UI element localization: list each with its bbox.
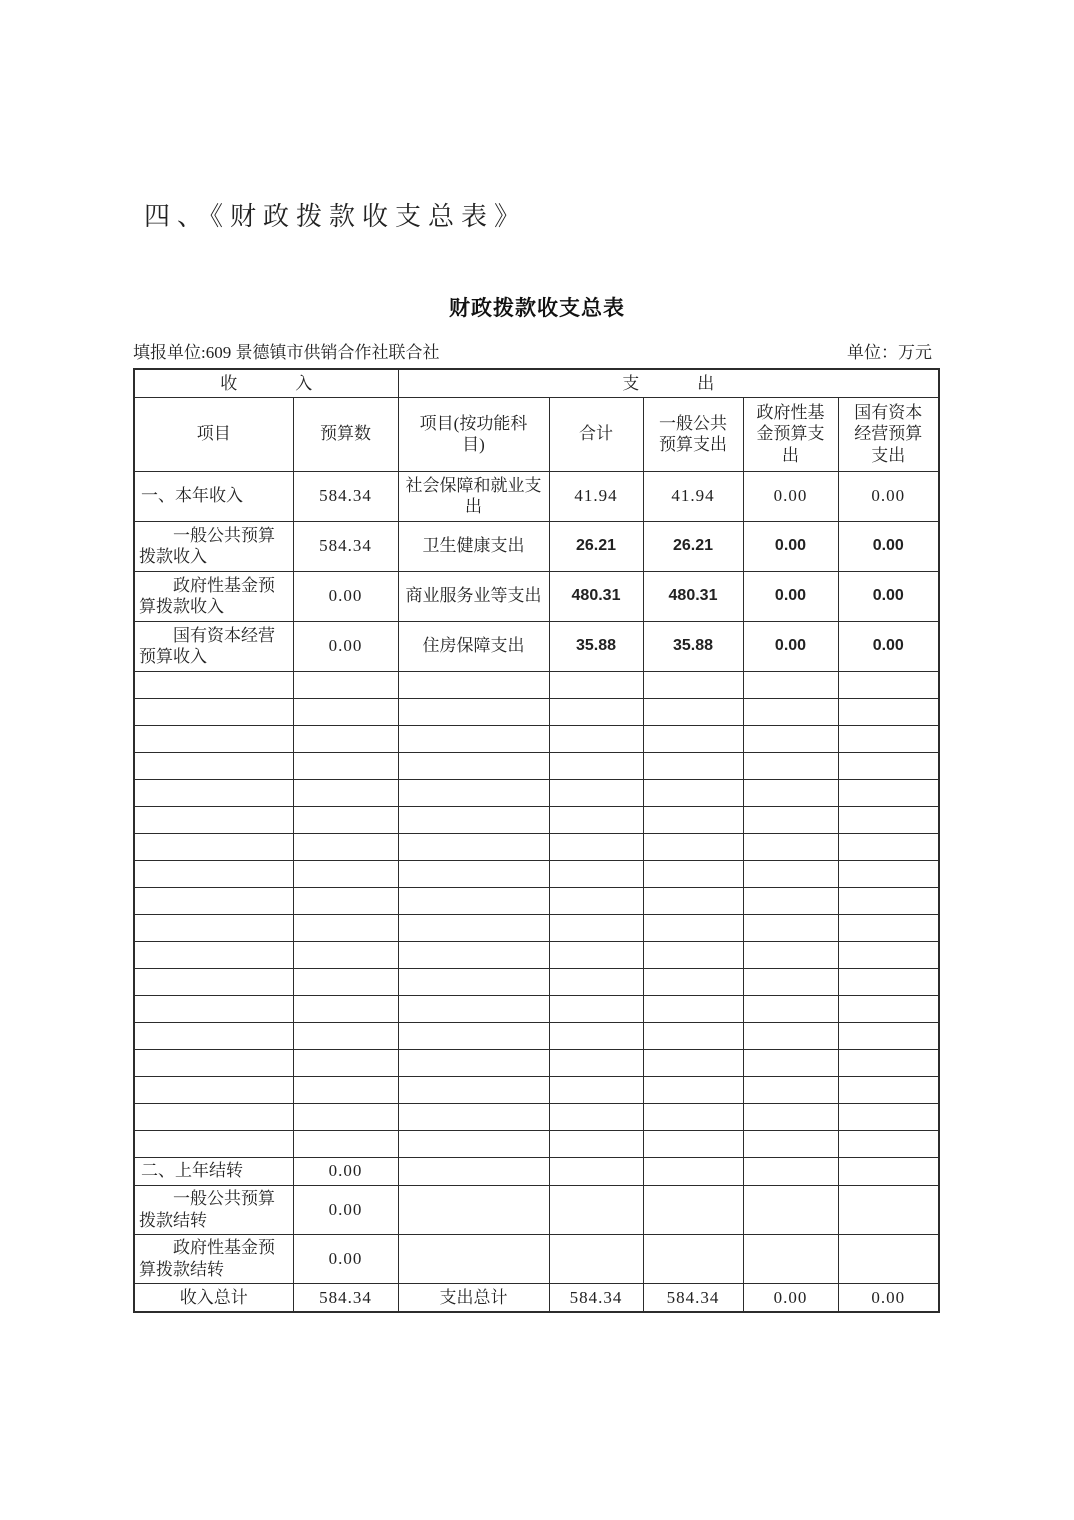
income-item-cell — [134, 995, 293, 1022]
table-row — [134, 806, 939, 833]
table-row — [134, 671, 939, 698]
state-capital-budget-cell: 0.00 — [838, 471, 939, 521]
general-public-budget-cell — [643, 779, 743, 806]
income-item-cell — [134, 1049, 293, 1076]
income-budget-cell — [293, 1049, 398, 1076]
table-title: 财政拨款收支总表 — [449, 296, 625, 320]
income-budget-cell — [293, 914, 398, 941]
group-header-row — [134, 369, 939, 397]
state-capital-budget-cell — [838, 1157, 939, 1185]
expense-total-cell — [549, 1076, 643, 1103]
expense-total-cell — [549, 1022, 643, 1049]
expense-total-cell — [549, 833, 643, 860]
table-row — [134, 725, 939, 752]
table-row — [134, 621, 939, 671]
state-capital-budget-cell — [838, 1022, 939, 1049]
table-row — [134, 941, 939, 968]
table-row — [134, 779, 939, 806]
table-row — [134, 752, 939, 779]
state-capital-budget-cell — [838, 1103, 939, 1130]
gov-fund-budget-cell — [743, 1130, 838, 1157]
expense-group-header — [398, 369, 939, 397]
income-budget-cell — [293, 968, 398, 995]
gov-fund-budget-cell — [743, 1157, 838, 1185]
income-item-cell — [134, 887, 293, 914]
table-row — [134, 1283, 939, 1312]
income-budget-cell — [293, 995, 398, 1022]
unit-note-label: 单位：万元 — [847, 343, 932, 362]
expense-total-cell — [549, 698, 643, 725]
general-public-budget-cell — [643, 725, 743, 752]
column-header-row — [134, 397, 939, 471]
table-row — [134, 471, 939, 521]
table-row — [134, 833, 939, 860]
state-capital-budget-cell — [838, 1130, 939, 1157]
income-item-cell: 政府性基金预算拨款结转 — [134, 1234, 293, 1283]
col-header-expense-item: 项目(按功能科目) — [398, 397, 549, 471]
gov-fund-budget-cell — [743, 725, 838, 752]
gov-fund-budget-cell — [743, 1234, 838, 1283]
gov-fund-budget-cell — [743, 1049, 838, 1076]
income-item-cell: 一般公共预算拨款收入 — [134, 521, 293, 571]
general-public-budget-cell: 41.94 — [643, 471, 743, 521]
income-group-label — [220, 373, 312, 394]
gov-fund-budget-cell — [743, 860, 838, 887]
expense-total-cell: 584.34 — [549, 1283, 643, 1312]
expense-header-char: 出 — [697, 373, 715, 393]
income-item-cell — [134, 1130, 293, 1157]
expense-total-cell — [549, 1049, 643, 1076]
income-item-cell — [134, 671, 293, 698]
general-public-budget-cell — [643, 1157, 743, 1185]
general-public-budget-cell — [643, 887, 743, 914]
income-header-char: 入 — [295, 373, 313, 393]
gov-fund-budget-cell — [743, 833, 838, 860]
income-budget-cell — [293, 833, 398, 860]
general-public-budget-cell — [643, 833, 743, 860]
expense-total-cell — [549, 671, 643, 698]
gov-fund-budget-cell — [743, 968, 838, 995]
col-header-gov-fund: 政府性基金预算支出 — [743, 397, 838, 471]
income-item-cell — [134, 725, 293, 752]
table-row — [134, 1130, 939, 1157]
expense-item-cell — [398, 1103, 549, 1130]
general-public-budget-cell — [643, 1103, 743, 1130]
gov-fund-budget-cell: 0.00 — [743, 521, 838, 571]
table-row — [134, 1234, 939, 1283]
state-capital-budget-cell: 0.00 — [838, 571, 939, 621]
income-budget-cell: 0.00 — [293, 1185, 398, 1234]
gov-fund-budget-cell — [743, 779, 838, 806]
state-capital-budget-cell — [838, 1234, 939, 1283]
report-unit-label: 填报单位:609 景德镇市供销合作社联合社 — [133, 343, 440, 362]
state-capital-budget-cell — [838, 725, 939, 752]
col-header-income-budget: 预算数 — [293, 397, 398, 471]
table-row — [134, 1157, 939, 1185]
income-item-cell — [134, 1022, 293, 1049]
table-row — [134, 914, 939, 941]
state-capital-budget-cell — [838, 887, 939, 914]
income-item-cell — [134, 1076, 293, 1103]
general-public-budget-cell: 480.31 — [643, 571, 743, 621]
general-public-budget-cell — [643, 1076, 743, 1103]
general-public-budget-cell — [643, 968, 743, 995]
state-capital-budget-cell: 0.00 — [838, 621, 939, 671]
income-item-cell: 收入总计 — [134, 1283, 293, 1312]
income-budget-cell: 584.34 — [293, 1283, 398, 1312]
expense-group-label — [622, 373, 714, 394]
state-capital-budget-cell — [838, 968, 939, 995]
expense-item-cell: 支出总计 — [398, 1283, 549, 1312]
expense-item-cell: 社会保障和就业支出 — [398, 471, 549, 521]
state-capital-budget-cell — [838, 698, 939, 725]
general-public-budget-cell — [643, 1049, 743, 1076]
table-row — [134, 521, 939, 571]
expense-item-cell — [398, 752, 549, 779]
gov-fund-budget-cell: 0.00 — [743, 471, 838, 521]
expense-total-cell — [549, 725, 643, 752]
income-item-cell — [134, 698, 293, 725]
expense-total-cell — [549, 1234, 643, 1283]
expense-item-cell — [398, 1185, 549, 1234]
gov-fund-budget-cell — [743, 995, 838, 1022]
state-capital-budget-cell — [838, 1185, 939, 1234]
expense-item-cell — [398, 725, 549, 752]
table-row — [134, 1076, 939, 1103]
expense-item-cell — [398, 887, 549, 914]
state-capital-budget-cell — [838, 671, 939, 698]
general-public-budget-cell: 584.34 — [643, 1283, 743, 1312]
expense-item-cell — [398, 1076, 549, 1103]
expense-item-cell — [398, 860, 549, 887]
gov-fund-budget-cell — [743, 887, 838, 914]
general-public-budget-cell — [643, 1022, 743, 1049]
income-item-cell: 一般公共预算拨款结转 — [134, 1185, 293, 1234]
income-budget-cell: 0.00 — [293, 571, 398, 621]
gov-fund-budget-cell — [743, 914, 838, 941]
income-budget-cell — [293, 1076, 398, 1103]
state-capital-budget-cell: 0.00 — [838, 1283, 939, 1312]
expense-item-cell — [398, 1130, 549, 1157]
expense-item-cell — [398, 1049, 549, 1076]
expense-item-cell — [398, 1234, 549, 1283]
general-public-budget-cell — [643, 671, 743, 698]
col-header-income-item: 项目 — [134, 397, 293, 471]
state-capital-budget-cell — [838, 914, 939, 941]
table-row — [134, 698, 939, 725]
income-item-cell: 政府性基金预算拨款收入 — [134, 571, 293, 621]
state-capital-budget-cell — [838, 1076, 939, 1103]
income-item-cell — [134, 833, 293, 860]
gov-fund-budget-cell — [743, 752, 838, 779]
income-budget-cell — [293, 941, 398, 968]
section-heading: 四、《财政拨款收支总表》 — [144, 202, 528, 231]
income-item-cell: 国有资本经营预算收入 — [134, 621, 293, 671]
general-public-budget-cell — [643, 860, 743, 887]
income-item-cell: 二、上年结转 — [134, 1157, 293, 1185]
expense-total-cell — [549, 1103, 643, 1130]
general-public-budget-cell — [643, 941, 743, 968]
col-header-general-public: 一般公共预算支出 — [643, 397, 743, 471]
table-row — [134, 1022, 939, 1049]
expense-total-cell — [549, 1130, 643, 1157]
table-row — [134, 968, 939, 995]
state-capital-budget-cell — [838, 806, 939, 833]
expense-item-cell — [398, 995, 549, 1022]
gov-fund-budget-cell: 0.00 — [743, 1283, 838, 1312]
general-public-budget-cell — [643, 806, 743, 833]
table-row — [134, 860, 939, 887]
state-capital-budget-cell — [838, 860, 939, 887]
income-group-header — [134, 369, 398, 397]
expense-item-cell — [398, 833, 549, 860]
general-public-budget-cell — [643, 914, 743, 941]
gov-fund-budget-cell — [743, 806, 838, 833]
expense-total-cell — [549, 779, 643, 806]
table-row — [134, 887, 939, 914]
expense-item-cell: 卫生健康支出 — [398, 521, 549, 571]
gov-fund-budget-cell — [743, 941, 838, 968]
income-item-cell: 一、本年收入 — [134, 471, 293, 521]
gov-fund-budget-cell: 0.00 — [743, 571, 838, 621]
income-item-cell — [134, 779, 293, 806]
expense-item-cell — [398, 1022, 549, 1049]
general-public-budget-cell: 26.21 — [643, 521, 743, 571]
general-public-budget-cell — [643, 1130, 743, 1157]
income-item-cell — [134, 860, 293, 887]
expense-total-cell: 35.88 — [549, 621, 643, 671]
general-public-budget-cell — [643, 752, 743, 779]
expense-total-cell — [549, 860, 643, 887]
expense-total-cell — [549, 914, 643, 941]
expense-header-char: 支 — [622, 373, 640, 393]
general-public-budget-cell — [643, 698, 743, 725]
table-row — [134, 1185, 939, 1234]
expense-total-cell — [549, 752, 643, 779]
state-capital-budget-cell — [838, 752, 939, 779]
expense-total-cell — [549, 806, 643, 833]
expense-item-cell: 住房保障支出 — [398, 621, 549, 671]
gov-fund-budget-cell: 0.00 — [743, 621, 838, 671]
income-header-char: 收 — [220, 373, 238, 393]
col-header-total: 合计 — [549, 397, 643, 471]
general-public-budget-cell: 35.88 — [643, 621, 743, 671]
income-budget-cell: 584.34 — [293, 521, 398, 571]
gov-fund-budget-cell — [743, 671, 838, 698]
table-info-row — [133, 338, 938, 363]
expense-item-cell — [398, 914, 549, 941]
income-budget-cell — [293, 752, 398, 779]
general-public-budget-cell — [643, 1234, 743, 1283]
income-item-cell — [134, 806, 293, 833]
general-public-budget-cell — [643, 1185, 743, 1234]
state-capital-budget-cell — [838, 779, 939, 806]
income-item-cell — [134, 941, 293, 968]
expense-item-cell: 商业服务业等支出 — [398, 571, 549, 621]
gov-fund-budget-cell — [743, 1103, 838, 1130]
expense-total-cell — [549, 941, 643, 968]
income-budget-cell — [293, 671, 398, 698]
expense-item-cell — [398, 941, 549, 968]
gov-fund-budget-cell — [743, 1076, 838, 1103]
expense-item-cell — [398, 671, 549, 698]
income-budget-cell — [293, 725, 398, 752]
table-row — [134, 1103, 939, 1130]
income-budget-cell — [293, 1103, 398, 1130]
expense-total-cell — [549, 1157, 643, 1185]
income-item-cell — [134, 752, 293, 779]
expense-total-cell: 26.21 — [549, 521, 643, 571]
state-capital-budget-cell — [838, 995, 939, 1022]
expense-total-cell — [549, 1185, 643, 1234]
income-budget-cell — [293, 806, 398, 833]
income-budget-cell — [293, 698, 398, 725]
expense-total-cell — [549, 887, 643, 914]
state-capital-budget-cell — [838, 833, 939, 860]
table-row — [134, 571, 939, 621]
gov-fund-budget-cell — [743, 1185, 838, 1234]
income-budget-cell — [293, 1130, 398, 1157]
expense-total-cell: 480.31 — [549, 571, 643, 621]
income-item-cell — [134, 914, 293, 941]
expense-total-cell — [549, 968, 643, 995]
gov-fund-budget-cell — [743, 698, 838, 725]
income-budget-cell — [293, 1022, 398, 1049]
income-budget-cell: 584.34 — [293, 471, 398, 521]
col-header-state-capital: 国有资本经营预算支出 — [838, 397, 939, 471]
income-item-cell — [134, 968, 293, 995]
income-budget-cell: 0.00 — [293, 1157, 398, 1185]
expense-item-cell — [398, 968, 549, 995]
expense-item-cell — [398, 1157, 549, 1185]
income-item-cell — [134, 1103, 293, 1130]
income-budget-cell — [293, 887, 398, 914]
expense-item-cell — [398, 806, 549, 833]
table-row — [134, 1049, 939, 1076]
general-public-budget-cell — [643, 995, 743, 1022]
expense-item-cell — [398, 779, 549, 806]
table-row — [134, 995, 939, 1022]
income-budget-cell — [293, 860, 398, 887]
expense-total-cell — [549, 995, 643, 1022]
expense-total-cell: 41.94 — [549, 471, 643, 521]
budget-summary-table — [133, 368, 940, 1313]
gov-fund-budget-cell — [743, 1022, 838, 1049]
income-budget-cell: 0.00 — [293, 1234, 398, 1283]
income-budget-cell: 0.00 — [293, 621, 398, 671]
income-budget-cell — [293, 779, 398, 806]
state-capital-budget-cell — [838, 941, 939, 968]
state-capital-budget-cell — [838, 1049, 939, 1076]
expense-item-cell — [398, 698, 549, 725]
state-capital-budget-cell: 0.00 — [838, 521, 939, 571]
